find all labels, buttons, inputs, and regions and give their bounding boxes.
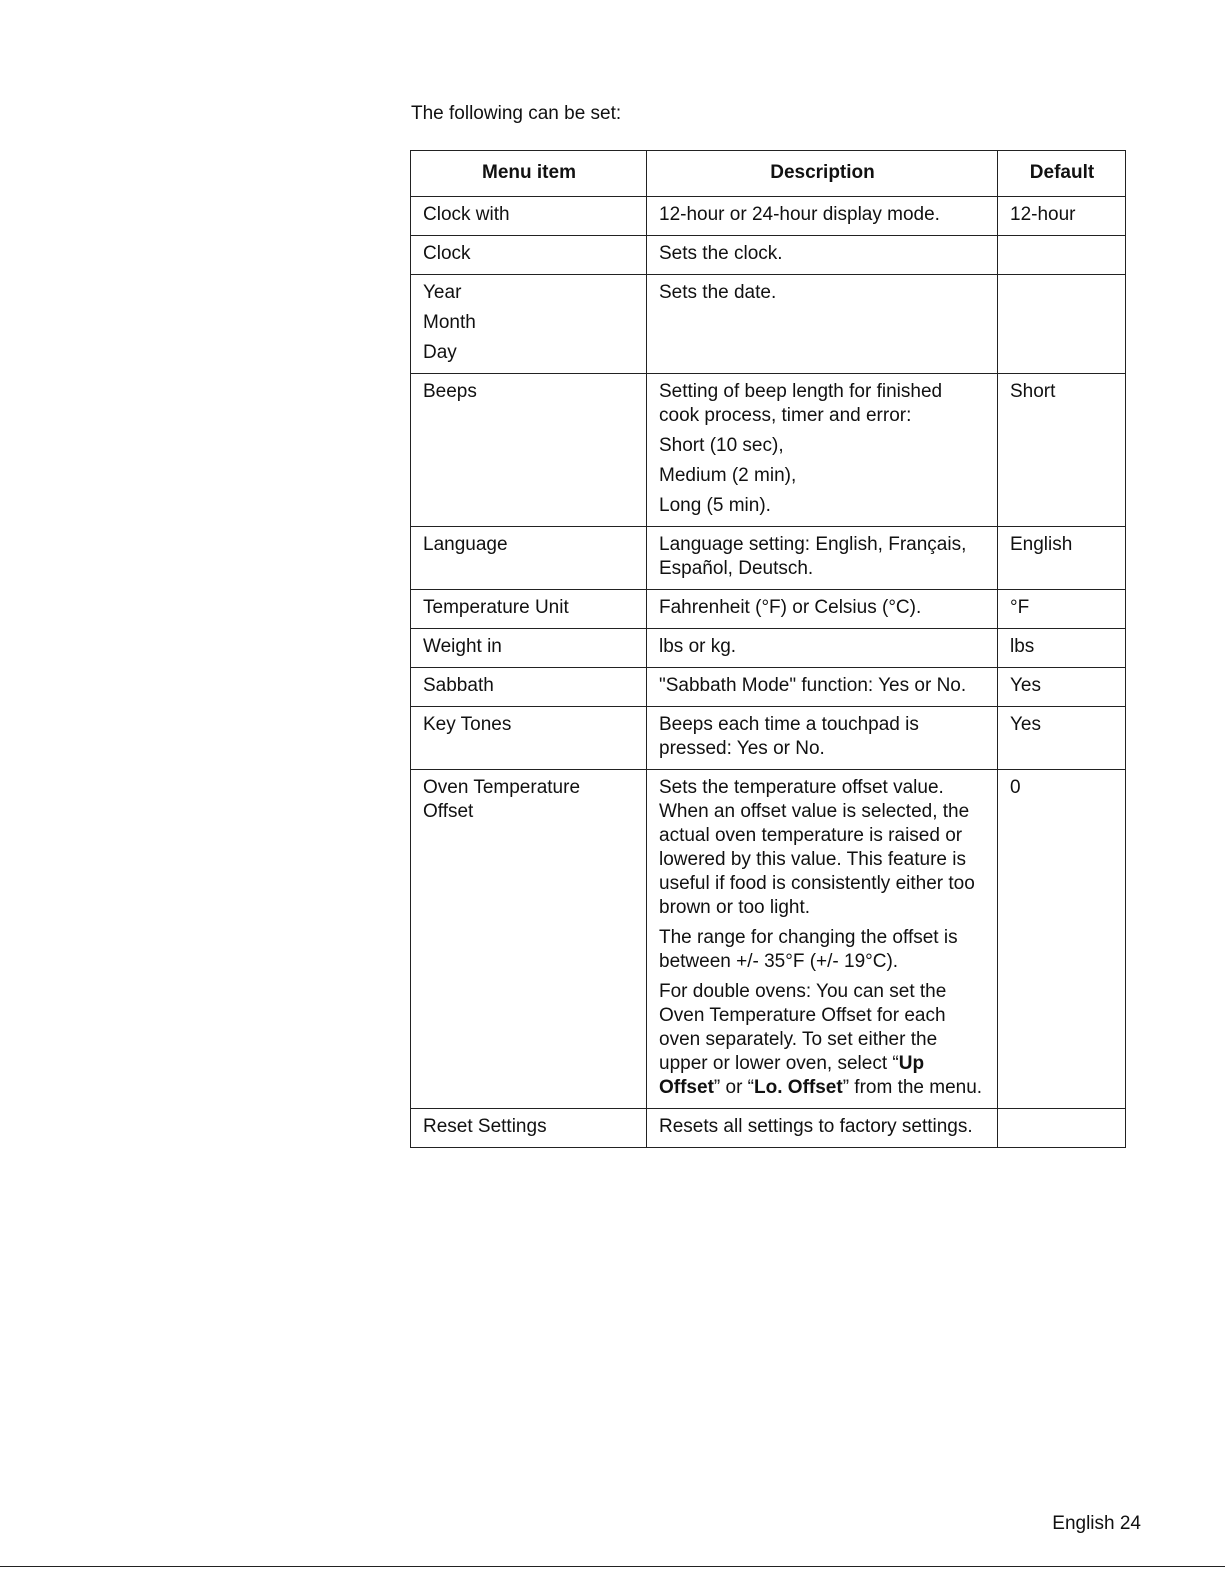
note-text: For double ovens: You can set the Oven Temperature Offset for each oven separately. To set either the upper or lower oven, select “ — [659, 981, 947, 1074]
description-cell — [647, 590, 998, 629]
menu-item-cell — [411, 197, 647, 236]
description-cell — [647, 374, 998, 527]
table-row — [411, 275, 1126, 374]
description-text: Long (5 min). — [659, 495, 771, 516]
menu-item-label: Month — [423, 312, 476, 333]
description-cell — [647, 236, 998, 275]
default-cell: Short — [998, 374, 1126, 527]
table-row — [411, 668, 1126, 707]
description-text: The range for changing the offset is between +/- 35°F (+/- 19°C). — [659, 927, 958, 972]
header-menu-item: Menu item — [411, 151, 647, 197]
intro-text: The following can be set: — [411, 103, 622, 124]
default-cell: 0 — [998, 770, 1126, 1109]
header-description: Description — [647, 151, 998, 197]
menu-item-cell — [411, 527, 647, 590]
description-text: Sets the temperature offset value. When an offset value is selected, the actual oven temperature is raised or lowered by this value. This feature is useful if food is consistently either too brown or too light. — [659, 777, 975, 918]
menu-option-name: Lo. Offset — [754, 1077, 843, 1098]
table-row — [411, 374, 1126, 527]
menu-item-label: Reset Settings — [423, 1116, 547, 1137]
table-row — [411, 590, 1126, 629]
description-cell — [647, 629, 998, 668]
menu-option-name: Up Offset — [659, 1053, 925, 1098]
table-row — [411, 527, 1126, 590]
default-cell: Yes — [998, 707, 1126, 770]
menu-item-label: Clock with — [423, 204, 510, 225]
page-number: English 24 — [1052, 1513, 1141, 1534]
description-text: lbs or kg. — [659, 636, 737, 657]
table-row — [411, 197, 1126, 236]
menu-item-cell — [411, 770, 647, 1109]
default-cell — [998, 275, 1126, 374]
description-text: Setting of beep length for finished cook process, timer and error: — [659, 381, 943, 426]
table-row — [411, 629, 1126, 668]
menu-item-cell — [411, 707, 647, 770]
description-text: "Sabbath Mode" function: Yes or No. — [659, 675, 967, 696]
default-cell: Yes — [998, 668, 1126, 707]
menu-item-label: Temperature Unit — [423, 597, 569, 618]
note-text: ” or “ — [713, 1077, 755, 1098]
description-cell — [647, 1109, 998, 1148]
menu-item-label: Sabbath — [423, 675, 494, 696]
description-text: Resets all settings to factory settings. — [659, 1116, 973, 1137]
description-text: 12-hour or 24-hour display mode. — [659, 204, 940, 225]
description-cell — [647, 707, 998, 770]
description-cell — [647, 275, 998, 374]
description-cell — [647, 668, 998, 707]
bottom-divider — [0, 1566, 1225, 1567]
description-text: Short (10 sec), — [659, 435, 784, 456]
description-text: Sets the date. — [659, 282, 777, 303]
description-text: Fahrenheit (°F) or Celsius (°C). — [659, 597, 922, 618]
menu-item-cell — [411, 590, 647, 629]
description-cell — [647, 770, 998, 1109]
table-row — [411, 770, 1126, 1109]
menu-item-label: Language — [423, 534, 508, 555]
description-text: Medium (2 min), — [659, 465, 797, 486]
menu-item-cell — [411, 374, 647, 527]
default-cell: 12-hour — [998, 197, 1126, 236]
note-text: ” from the menu. — [842, 1077, 983, 1098]
menu-item-label: Day — [423, 342, 457, 363]
table-row — [411, 236, 1126, 275]
table-row — [411, 707, 1126, 770]
default-cell — [998, 236, 1126, 275]
menu-item-cell — [411, 629, 647, 668]
description-text: Beeps each time a touchpad is pressed: Yes or No. — [659, 714, 919, 759]
table-row — [411, 1109, 1126, 1148]
menu-item-cell — [411, 668, 647, 707]
menu-item-cell — [411, 236, 647, 275]
menu-item-cell — [411, 275, 647, 374]
menu-item-label: Weight in — [423, 636, 502, 657]
description-cell — [647, 197, 998, 236]
menu-item-label: Beeps — [423, 381, 477, 402]
menu-item-label: Year — [423, 282, 462, 303]
default-cell: lbs — [998, 629, 1126, 668]
menu-item-label: Key Tones — [423, 714, 512, 735]
description-text: Language setting: English, Français, Español, Deutsch. — [659, 534, 967, 579]
table-header-row — [411, 151, 1126, 197]
settings-table — [410, 150, 1126, 1148]
description-cell — [647, 527, 998, 590]
menu-item-cell — [411, 1109, 647, 1148]
double-oven-note — [659, 980, 986, 1100]
default-cell: English — [998, 527, 1126, 590]
menu-item-label: Oven Temperature Offset — [423, 777, 581, 822]
menu-item-label: Clock — [423, 243, 471, 264]
header-default: Default — [998, 151, 1126, 197]
description-text: Sets the clock. — [659, 243, 783, 264]
default-cell: °F — [998, 590, 1126, 629]
default-cell — [998, 1109, 1126, 1148]
